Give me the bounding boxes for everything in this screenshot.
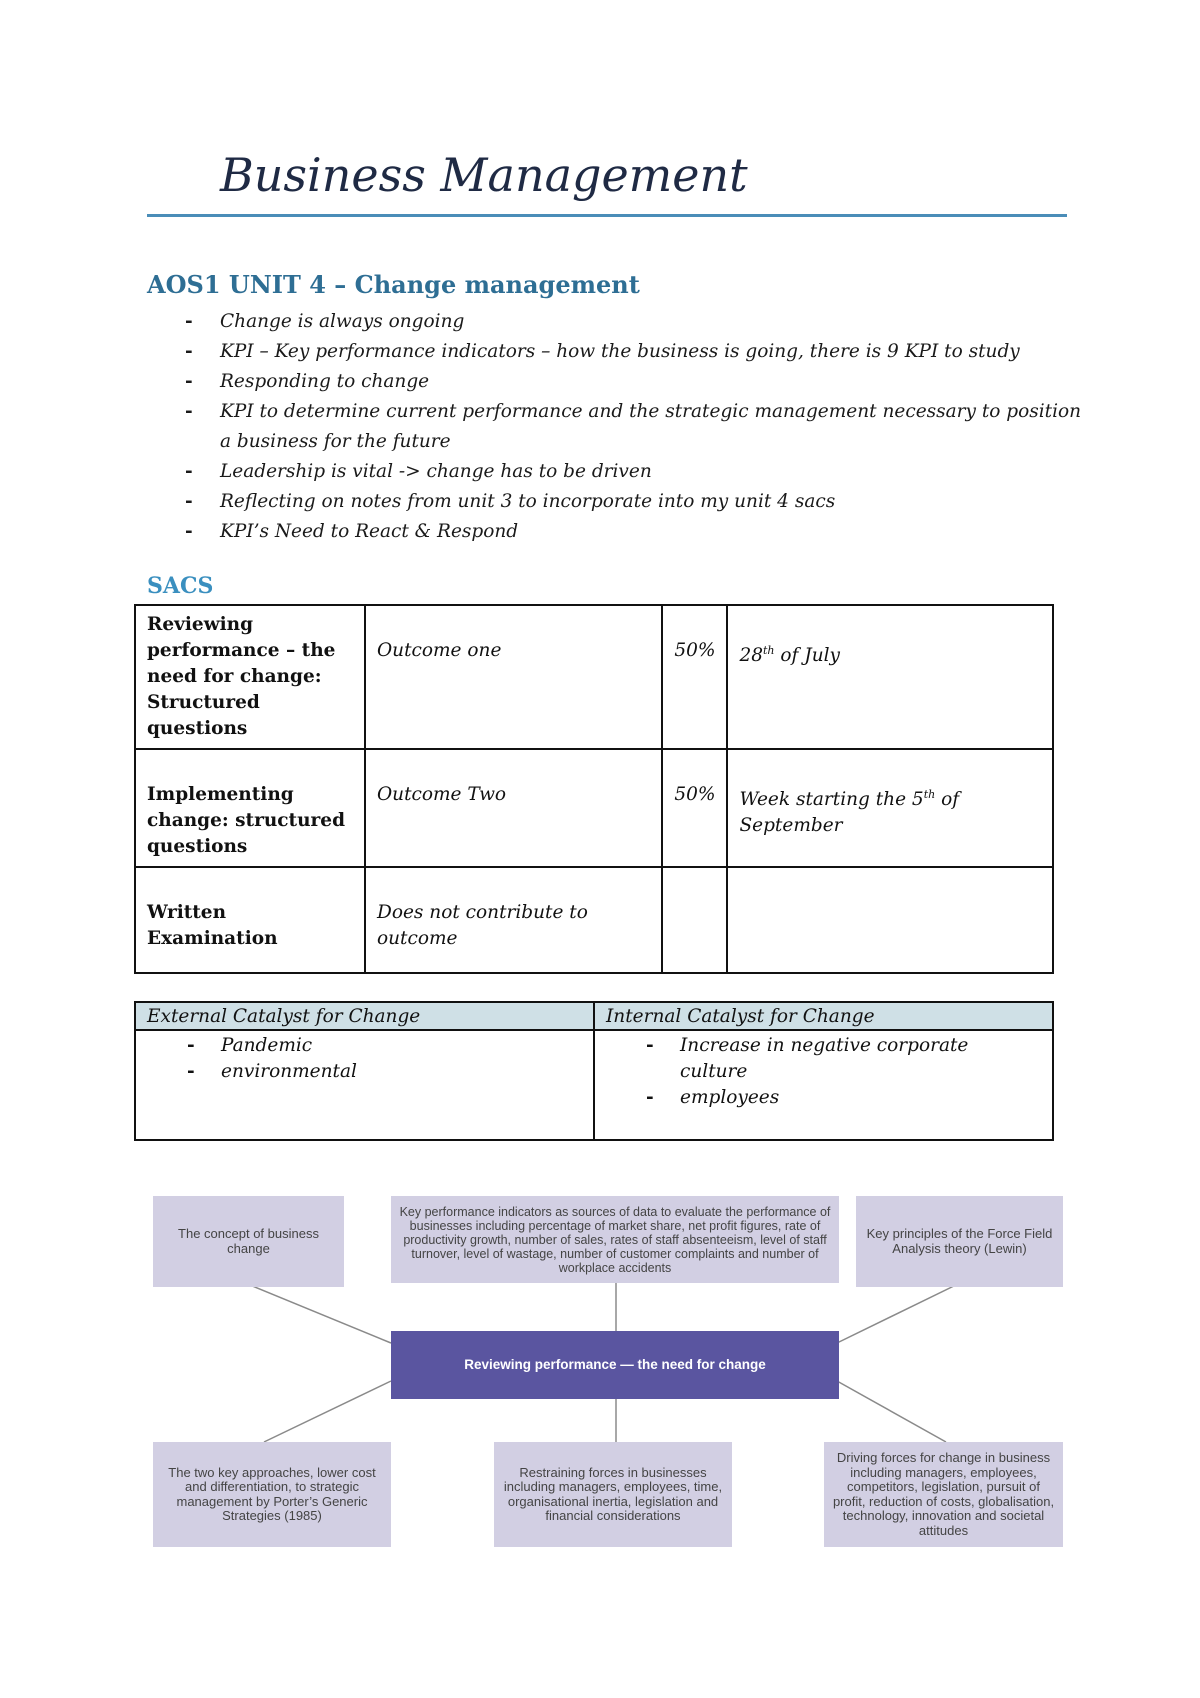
box-reviewing-performance-center: Reviewing performance — the need for change: [391, 1331, 839, 1399]
connector-line: [837, 1283, 960, 1343]
section-heading-sacs: SACS: [147, 573, 214, 599]
sac-outcome-cell: Outcome one: [365, 605, 662, 749]
bullet-dash: -: [185, 401, 193, 422]
list-item: - KPI’s Need to React & Respond: [185, 517, 1085, 547]
bullet-dash: -: [646, 1035, 654, 1056]
bullet-dash: -: [185, 371, 193, 392]
internal-catalyst-header: Internal Catalyst for Change: [594, 1002, 1053, 1030]
sac-weight-cell: [662, 867, 727, 973]
title-underline: [147, 214, 1067, 217]
document-title: Business Management: [220, 148, 748, 202]
sac-date-cell: Week starting the 5th of September: [727, 749, 1053, 867]
list-item: - employees: [646, 1085, 1041, 1111]
external-catalyst-header: External Catalyst for Change: [135, 1002, 594, 1030]
list-item: - KPI – Key performance indicators – how the business is going, there is 9 KPI to study: [185, 337, 1085, 367]
change-notes-list: [185, 307, 1085, 547]
list-item: - Change is always ongoing: [185, 307, 1085, 337]
connector-line: [837, 1381, 946, 1442]
sac-name-cell: Reviewing performance – the need for change: Structured questions: [135, 605, 365, 749]
section-heading-aos1: AOS1 UNIT 4 – Change management: [147, 270, 640, 299]
list-item: - Pandemic: [187, 1033, 582, 1059]
table-row: [135, 1030, 1053, 1140]
table-row: [135, 867, 1053, 973]
bullet-dash: -: [187, 1035, 195, 1056]
list-item: - Increase in negative corporate culture: [646, 1035, 969, 1082]
box-restraining-forces: Restraining forces in businesses including managers, employees, time, organisational inertia, legislation and financial considerations: [494, 1442, 732, 1547]
box-porter-generic-strategies: The two key approaches, lower cost and differentiation, to strategic management by Porter’s Generic Strategies (1985): [153, 1442, 391, 1547]
sac-date-cell: [727, 867, 1053, 973]
sac-outcome-cell: Does not contribute to outcome: [365, 867, 662, 973]
sac-outcome-cell: Outcome Two: [365, 749, 662, 867]
bullet-dash: -: [646, 1087, 654, 1108]
box-driving-forces: Driving forces for change in business including managers, employees, competitors, legislation, pursuit of profit, reduction of costs, globalisation, technology, innovation and societal attitudes: [824, 1442, 1063, 1547]
sac-date-cell: 28th of July: [727, 605, 1053, 749]
external-catalyst-cell: [135, 1030, 594, 1140]
table-header-row: [135, 1002, 1053, 1030]
bullet-dash: -: [185, 341, 193, 362]
box-force-field-analysis: Key principles of the Force Field Analysis theory (Lewin): [856, 1196, 1063, 1287]
sac-name-cell: Implementing change: structured questions: [135, 749, 365, 867]
bullet-dash: -: [185, 521, 193, 542]
list-item: - Reflecting on notes from unit 3 to incorporate into my unit 4 sacs: [185, 487, 1085, 517]
catalyst-table: [134, 1001, 1054, 1141]
box-concept-of-change: The concept of business change: [153, 1196, 344, 1287]
box-kpi-sources: Key performance indicators as sources of data to evaluate the performance of businesses including percentage of market share, net profit figures, rate of productivity growth, number of sales, rates of staff absenteeism, level of staff turnover, level of wastage, number of customer complaints and number of workplace accidents: [391, 1196, 839, 1283]
connector-line: [245, 1283, 391, 1343]
list-item: - Leadership is vital -> change has to be driven: [185, 457, 1085, 487]
bullet-dash: -: [185, 491, 193, 512]
table-row: [135, 605, 1053, 749]
bullet-dash: -: [185, 311, 193, 332]
internal-catalyst-cell: [594, 1030, 1053, 1140]
sac-weight-cell: 50%: [662, 749, 727, 867]
list-item: - KPI to determine current performance and the strategic management necessary to position a business for the future: [185, 397, 1085, 457]
external-catalyst-list: [147, 1033, 582, 1085]
connector-line: [264, 1381, 391, 1442]
bullet-dash: -: [185, 461, 193, 482]
list-item: - Responding to change: [185, 367, 1085, 397]
list-item: - environmental: [187, 1059, 582, 1085]
internal-catalyst-list: [606, 1033, 1041, 1111]
table-row: [135, 749, 1053, 867]
sac-weight-cell: 50%: [662, 605, 727, 749]
sacs-table: [134, 604, 1054, 974]
bullet-dash: -: [187, 1061, 195, 1082]
sac-name-cell: Written Examination: [135, 867, 365, 973]
